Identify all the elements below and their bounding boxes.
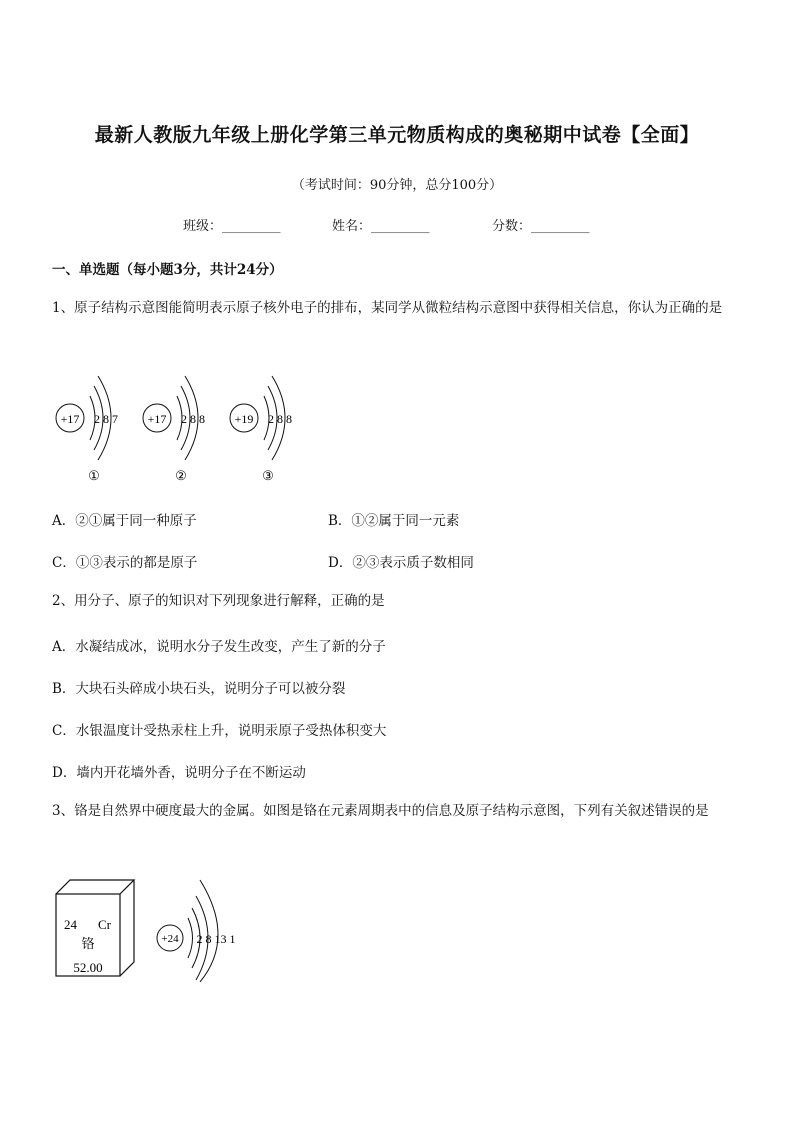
q1-option-c: C．①③表示的都是原子 — [52, 555, 198, 571]
q1-option-a: A．②①属于同一种原子 — [52, 513, 197, 529]
chromium-shell-electrons: 2 8 13 1 — [196, 932, 236, 946]
element-symbol: Cr — [98, 917, 111, 932]
chromium-nucleus: +24 — [161, 933, 179, 945]
atomic-mass: 52.00 — [73, 960, 103, 975]
q2-option-b: B．大块石头碎成小块石头，说明分子可以被分裂 — [52, 681, 346, 697]
diagram-label-3: ③ — [262, 468, 274, 483]
nucleus-label-3: +19 — [234, 412, 254, 426]
question-3-text: 3、铬是自然界中硬度最大的金属。如图是铬在元素周期表中的信息及原子结构示意图，下列有关叙述错误的是 — [52, 803, 709, 819]
q2-option-d: D．墙内开花墙外香，说明分子在不断运动 — [52, 765, 306, 781]
q2-option-c: C．水银温度计受热汞柱上升，说明汞原子受热体积变大 — [52, 723, 387, 739]
chromium-atom-diagram — [157, 880, 236, 982]
atomic-number: 24 — [64, 917, 77, 932]
score-field: 分数：_________ — [492, 219, 590, 234]
question-2-text: 2、用分子、原子的知识对下列现象进行解释，正确的是 — [52, 593, 385, 609]
shell-electrons-3: 2 8 8 — [268, 412, 292, 426]
nucleus-label-1: +17 — [60, 412, 80, 426]
element-name: 铬 — [81, 936, 95, 951]
nucleus-label-2: +17 — [147, 412, 167, 426]
shell-electrons-1: 2 8 7 — [94, 412, 118, 426]
diagram-label-1: ① — [88, 468, 100, 483]
chromium-figure — [52, 872, 252, 982]
page-title: 最新人教版九年级上册化学第三单元物质构成的奥秘期中试卷【全面】 — [94, 124, 700, 146]
shell-electrons-2: 2 8 8 — [181, 412, 205, 426]
atom-diagram-3 — [230, 376, 292, 483]
q2-option-a: A．水凝结成冰，说明水分子发生改变，产生了新的分子 — [52, 639, 386, 655]
section-heading: 一、单选题（每小题3分，共计24分） — [52, 262, 283, 278]
q1-option-d: D．②③表示质子数相同 — [328, 555, 474, 571]
name-field: 姓名：_________ — [332, 219, 430, 234]
q1-option-b: B．①②属于同一元素 — [328, 513, 460, 529]
atom-structure-diagrams — [50, 368, 330, 486]
diagram-label-2: ② — [175, 468, 187, 483]
class-field: 班级：_________ — [183, 219, 281, 234]
periodic-table-cell — [56, 880, 134, 976]
exam-subtitle: （考试时间：90分钟，总分100分） — [291, 178, 503, 193]
question-1-text: 1、原子结构示意图能简明表示原子核外电子的排布，某同学从微粒结构示意图中获得相关信息，你认为正确的是 — [52, 300, 723, 316]
atom-diagram-2 — [143, 376, 205, 483]
atom-diagram-1 — [56, 376, 118, 483]
